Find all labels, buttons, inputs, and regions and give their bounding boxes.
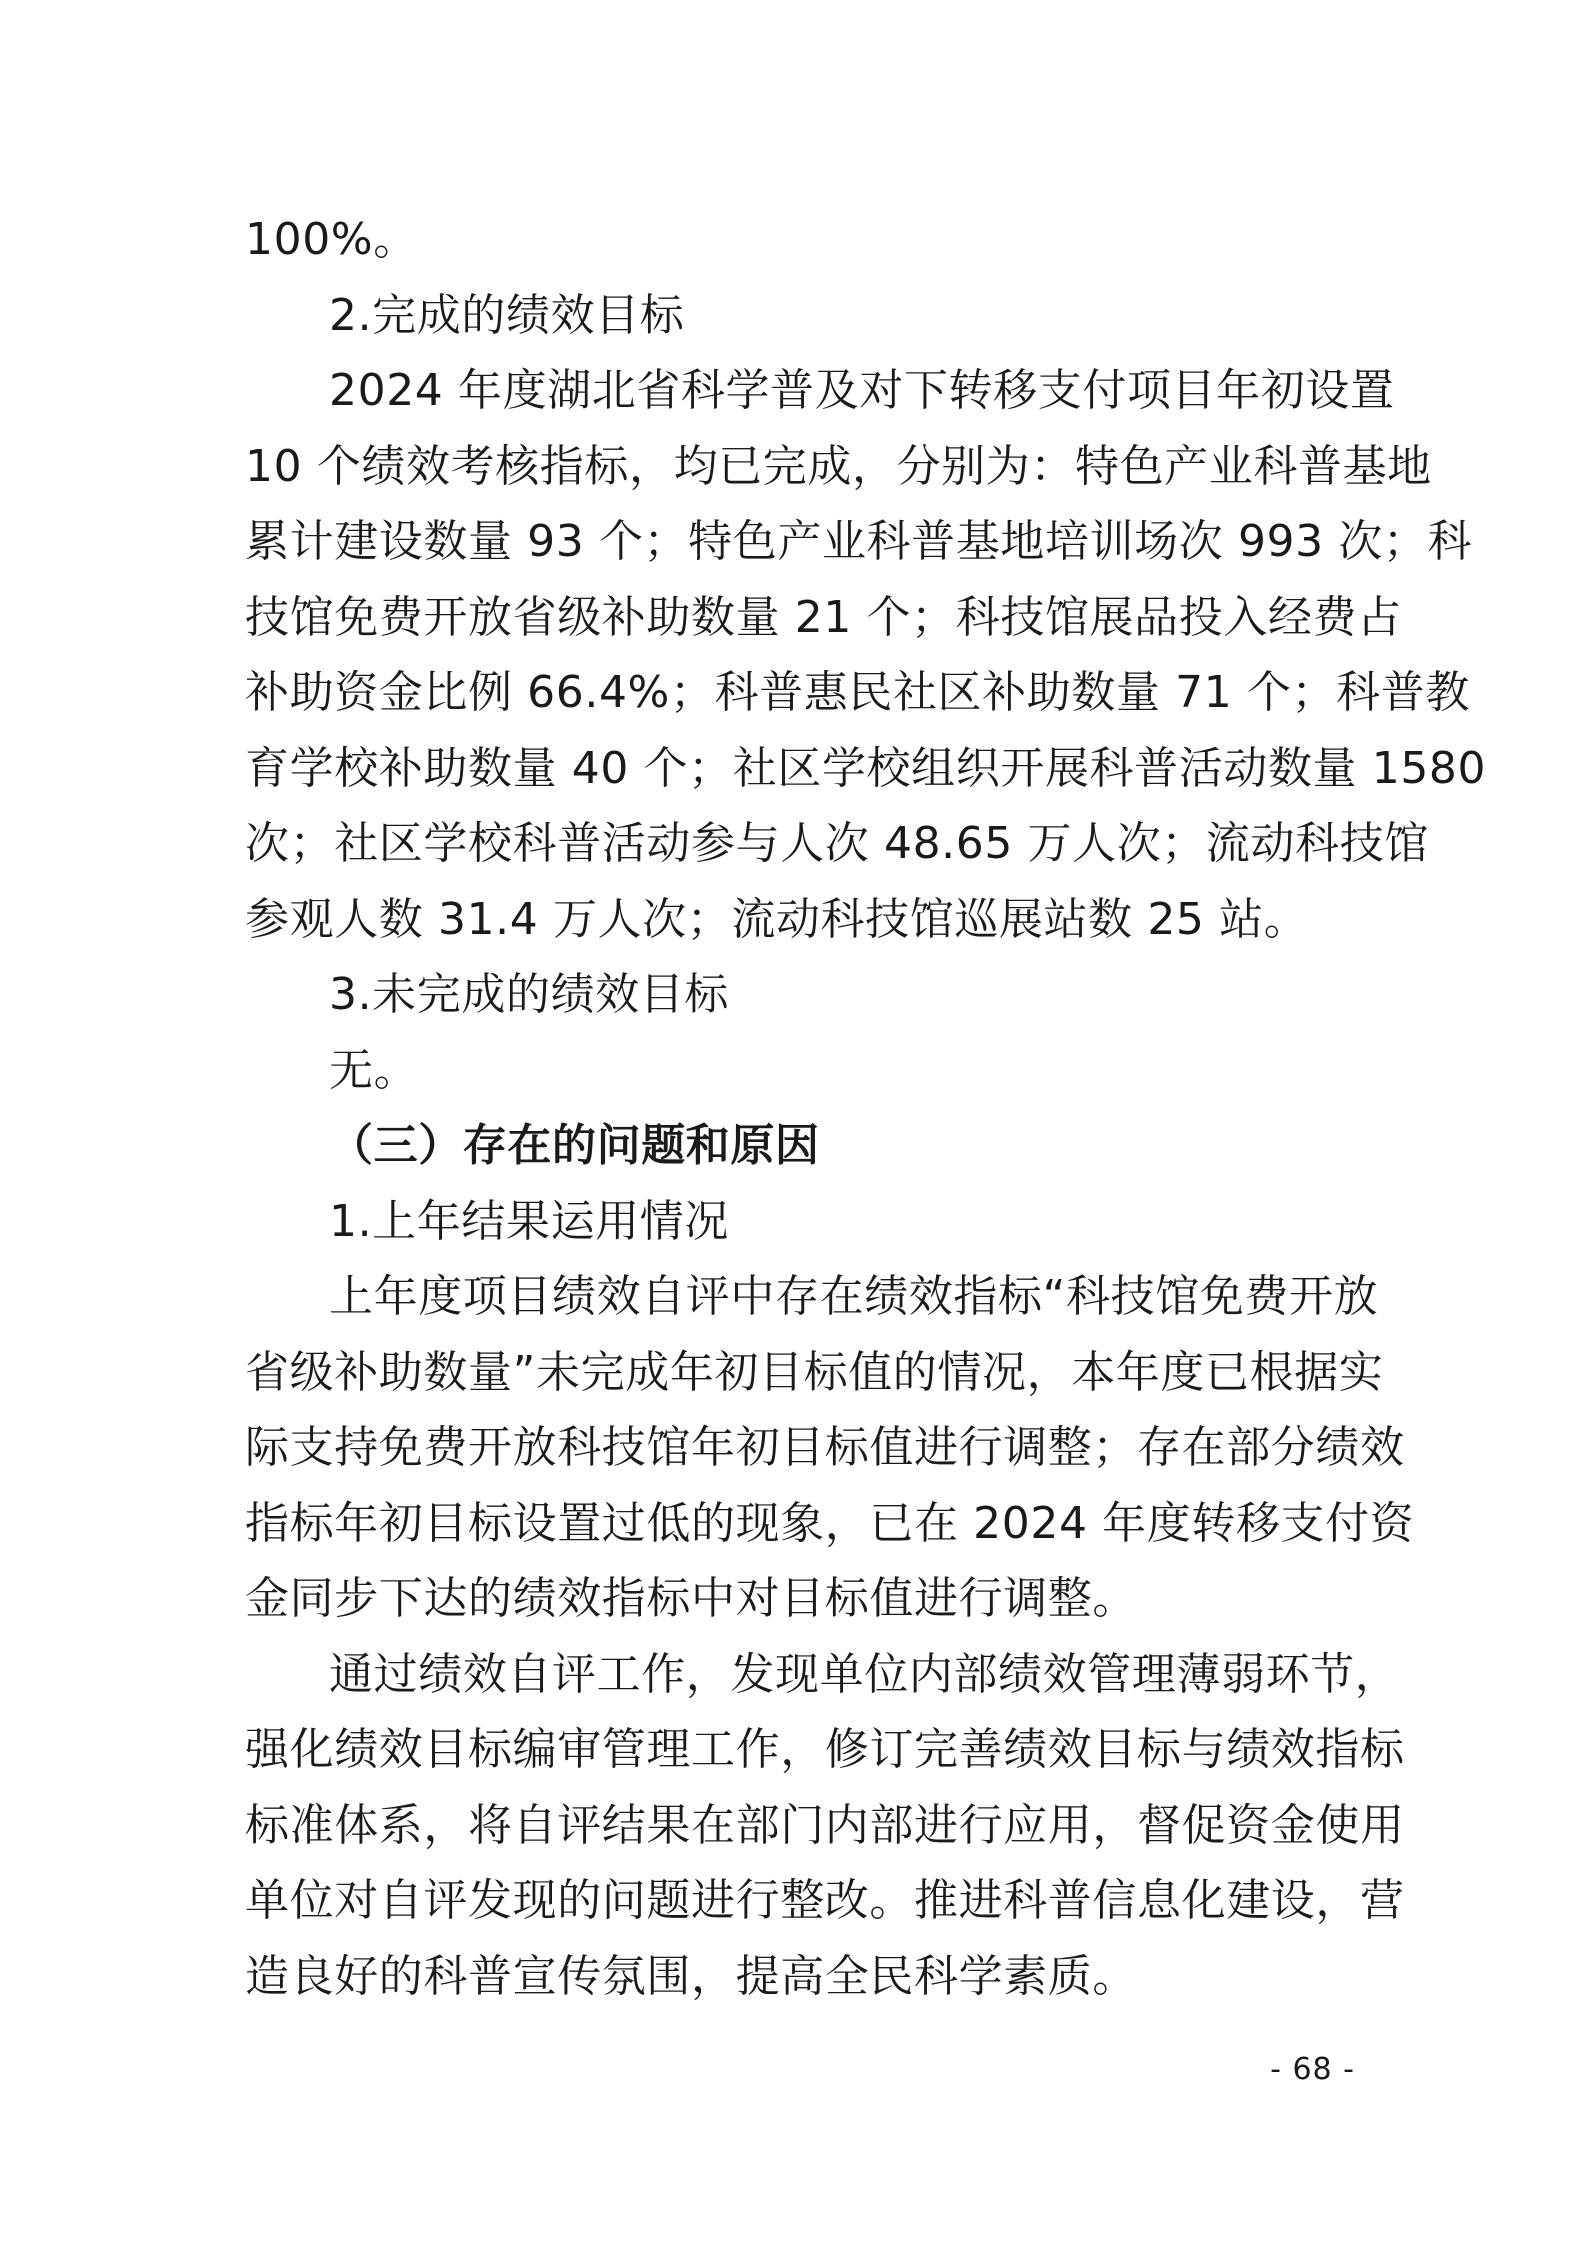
text-line: 技馆免费开放省级补助数量 21 个；科技馆展品投入经费占 bbox=[245, 591, 1402, 643]
text-line: 标准体系，将自评结果在部门内部进行应用，督促资金使用 bbox=[245, 1799, 1405, 1851]
text-line: 无。 bbox=[329, 1044, 419, 1096]
text-line: 2024 年度湖北省科学普及对下转移支付项目年初设置 bbox=[329, 365, 1395, 416]
text-line: 育学校补助数量 40 个；社区学校组织开展科普活动数量 1580 bbox=[245, 742, 1487, 794]
body-text bbox=[245, 202, 1487, 2014]
text-line: 累计建设数量 93 个；特色产业科普基地培训场次 993 次；科 bbox=[245, 516, 1473, 567]
text-line: 补助资金比例 66.4%；科普惠民社区补助数量 71 个；科普教 bbox=[245, 667, 1470, 718]
text-line: 指标年初目标设置过低的现象，已在 2024 年度转移支付资 bbox=[245, 1497, 1415, 1549]
text-line: 3.未完成的绩效目标 bbox=[329, 969, 729, 1020]
text-line: 通过绩效自评工作，发现单位内部绩效管理薄弱环节， bbox=[329, 1648, 1400, 1700]
text-line: 际支持免费开放科技馆年初目标值进行调整；存在部分绩效 bbox=[245, 1422, 1405, 1473]
section-heading: （三）存在的问题和原因 bbox=[329, 1120, 820, 1171]
text-line: 上年度项目绩效自评中存在绩效指标“科技馆免费开放 bbox=[329, 1271, 1379, 1322]
page-number: - 68 - bbox=[1270, 2052, 1355, 2087]
text-line: 单位对自评发现的问题进行整改。推进科普信息化建设，营 bbox=[245, 1875, 1405, 1926]
text-line: 次；社区学校科普活动参与人次 48.65 万人次；流动科技馆 bbox=[245, 818, 1429, 869]
text-line: 省级补助数量”未完成年初目标值的情况，本年度已根据实 bbox=[245, 1346, 1384, 1398]
text-line: 造良好的科普宣传氛围，提高全民科学素质。 bbox=[245, 1950, 1137, 2002]
text-line: 强化绩效目标编审管理工作，修订完善绩效目标与绩效指标 bbox=[245, 1724, 1405, 1775]
text-line: 参观人数 31.4 万人次；流动科技馆巡展站数 25 站。 bbox=[245, 893, 1309, 945]
text-line: 2.完成的绩效目标 bbox=[329, 289, 685, 341]
text-line: 金同步下达的绩效指标中对目标值进行调整。 bbox=[245, 1573, 1137, 1624]
text-line: 100%。 bbox=[245, 214, 418, 265]
text-line: 10 个绩效考核指标，均已完成，分别为：特色产业科普基地 bbox=[245, 440, 1432, 492]
text-line: 1.上年结果运用情况 bbox=[329, 1195, 729, 1247]
